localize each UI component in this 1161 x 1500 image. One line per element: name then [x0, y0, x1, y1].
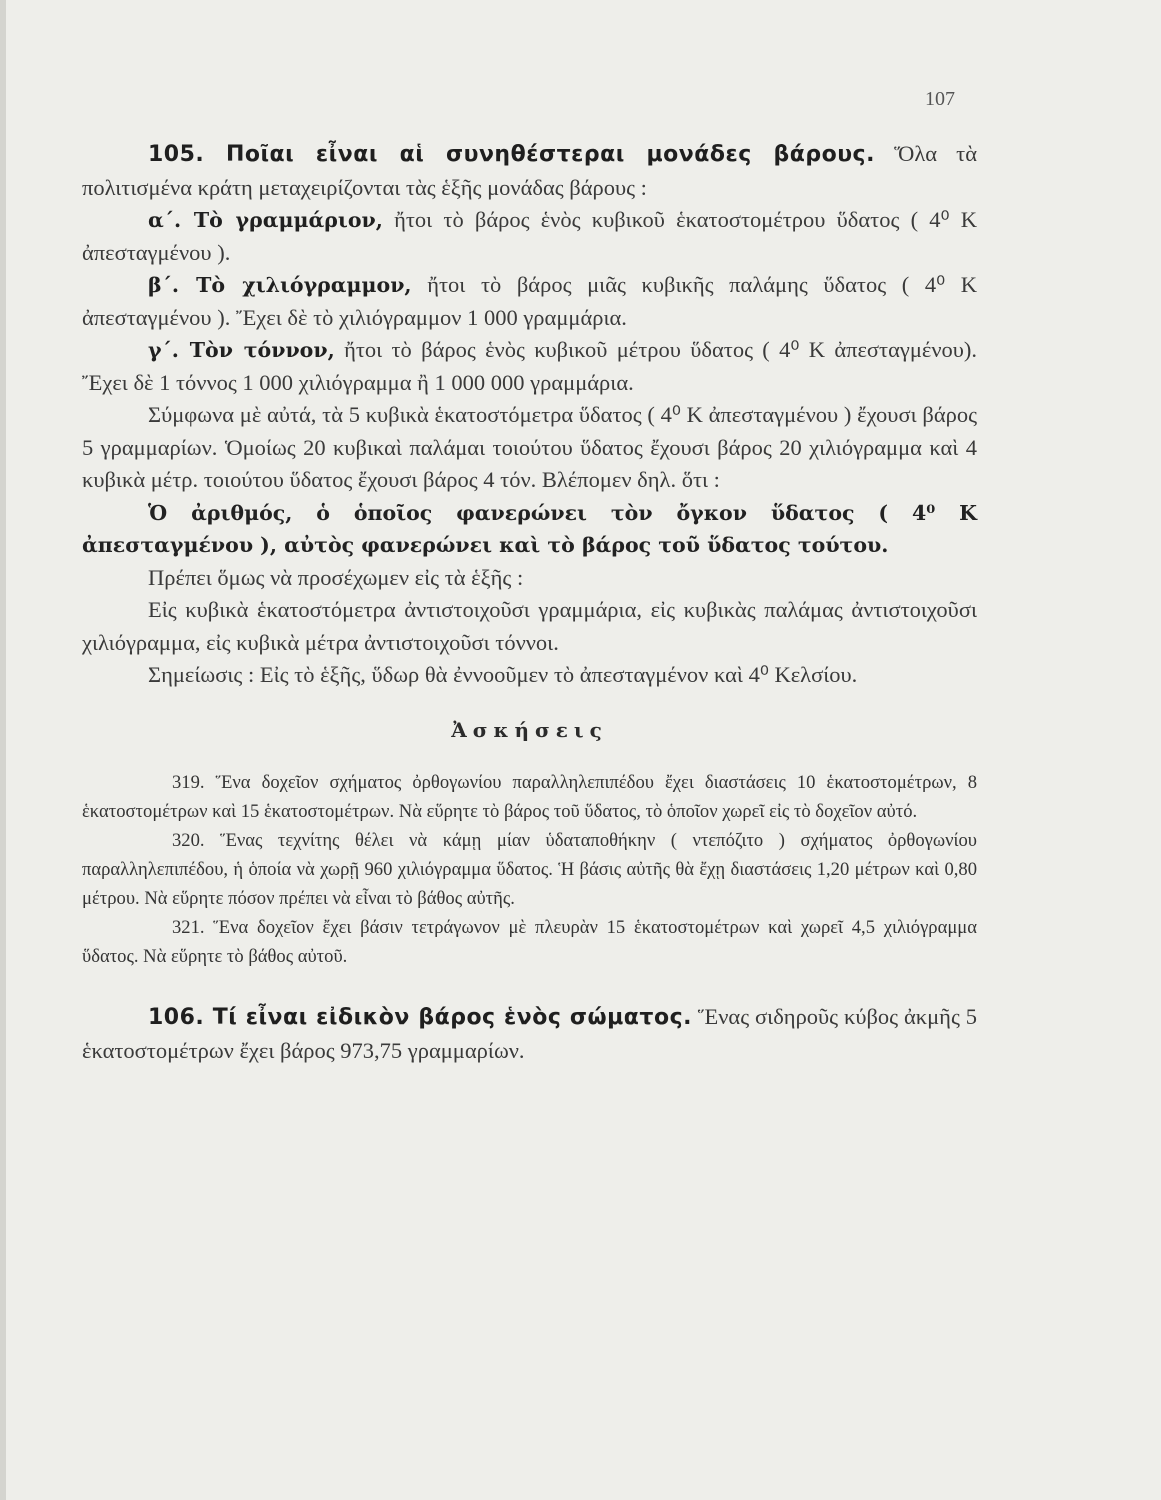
section-106-text: Ἕνας σιδηροῦς κύβος ἀκμῆς 5 ἑκατοστομέτρων ἔχει βάρος 973,75 γραμμαρίων.	[82, 1004, 978, 1063]
attention-paragraph: Πρέπει ὅμως νὰ προσέχωμεν εἰς τὰ ἑξῆς :	[148, 564, 524, 590]
exercise-item-319: 319. Ἕνα δοχεῖον σχήματος ὀρθογωνίου παραλληλεπιπέδου ἔχει διαστάσεις 10 ἑκατοστομέτρων, 8 ἑκατοστομέτρων καὶ 15 ἑκατοστομέτρων. Νὰ εὕρητε τὸ βάρος τοῦ ὕδατος, τὸ ὁποῖον χωρεῖ εἰς τὸ δοχεῖον αὐτό.	[82, 772, 977, 822]
correspondence-paragraph: Εἰς κυβικὰ ἑκατοστόμετρα ἀντιστοιχοῦσι γραμμάρια, εἰς κυβικὰς παλάμας ἀντιστοιχοῦσι χιλιόγραμμα, εἰς κυβικὰ μέτρα ἀντιστοιχοῦσι τόννοι.	[82, 597, 977, 655]
section-105-intro-text: Ὅλα τὰ πολιτισμένα κράτη μεταχειρίζονται τὰς ἑξῆς μονάδας βάρους :	[82, 141, 977, 200]
exercises-title: Ἀσκήσεις	[451, 717, 608, 742]
unit-kilogram-paragraph	[82, 269, 977, 334]
unit-gram-paragraph	[82, 204, 977, 269]
page-spine-shadow	[0, 0, 6, 1500]
exercise-item-320: 320. Ἕνας τεχνίτης θέλει νὰ κάμῃ μίαν ὑδαταποθήκην ( ντεπόζιτο ) σχήματος ὀρθογωνίου παραλληλεπιπέδου, ἡ ὁποία νὰ χωρῇ 960 χιλιόγραμμα ὕδατος. Ἡ βάσις αὐτῆς θὰ ἔχῃ διαστάσεις 1,20 μέτρων καὶ 0,80 μέτρου. Νὰ εὕρητε πόσον πρέπει νὰ εἶναι τὸ βάθος αὐτῆς.	[82, 830, 977, 909]
volume-weight-paragraph: Σύμφωνα μὲ αὐτά, τὰ 5 κυβικὰ ἑκατοστόμετρα ὕδατος ( 4⁰ Κ ἀπεσταγμένου ) ἔχουσι βάρος 5 γραμμαρίων. Ὁμοίως 20 κυβικαὶ παλάμαι τοιούτου ὕδατος ἔχουσι βάρος 20 χιλιόγραμμα καὶ 4 κυβικὰ μέτρ. τοιούτου ὕδατος ἔχουσι βάρος 4 τόν. Βλέπομεν δηλ. ὅτι :	[82, 402, 977, 492]
page-body	[82, 138, 977, 1067]
section-105-intro	[82, 138, 977, 204]
unit-ton-term: γ΄. Τὸν τόννον,	[148, 338, 335, 362]
exercise-item-321: 321. Ἕνα δοχεῖον ἔχει βάσιν τετράγωνον μὲ πλευρὰν 15 ἑκατοστομέτρων καὶ χωρεῖ 4,5 χιλιόγραμμα ὕδατος. Νὰ εὕρητε τὸ βάθος αὐτοῦ.	[82, 917, 977, 967]
unit-kilogram-text: ἤτοι τὸ βάρος μιᾶς κυβικῆς παλάμης ὕδατος ( 4⁰ Κ ἀπεσταγμένου ). Ἔχει δὲ τὸ χιλιόγραμμον 1 000 γραμμάρια.	[82, 272, 978, 330]
unit-gram-term: α΄. Τὸ γραμμάριον,	[148, 208, 383, 232]
note-paragraph: Σημείωσις : Εἰς τὸ ἑξῆς, ὕδωρ θὰ ἐννοοῦμεν τὸ ἀπεσταγμένον καὶ 4⁰ Κελσίου.	[148, 662, 858, 687]
section-105-heading: 105. Ποῖαι εἶναι αἱ συνηθέστεραι μονάδες βάρους.	[148, 142, 875, 167]
section-106-heading: 106. Τί εἶναι εἰδικὸν βάρος ἑνὸς σώματος.	[148, 1005, 692, 1030]
unit-ton-text: ἤτοι τὸ βάρος ἑνὸς κυβικοῦ μέτρου ὕδατος ( 4⁰ Κ ἀπεσταγμένου). Ἔχει δὲ 1 τόννος 1 000 χιλιόγραμμα ἢ 1 000 000 γραμμάρια.	[82, 337, 978, 395]
exercises-list	[82, 768, 977, 971]
unit-ton-paragraph	[82, 334, 977, 399]
section-106-paragraph	[82, 1001, 977, 1067]
unit-kilogram-term: β΄. Τὸ χιλιόγραμμον,	[148, 273, 412, 297]
volume-weight-rule: Ὁ ἀριθμός, ὁ ὁποῖος φανερώνει τὸν ὄγκον ὕδατος ( 4⁰ Κ ἀπεσταγμένου ), αὐτὸς φανερώνει καὶ τὸ βάρος τοῦ ὕδατος τούτου.	[82, 500, 977, 557]
unit-gram-text: ἤτοι τὸ βάρος ἑνὸς κυβικοῦ ἑκατοστομέτρου ὕδατος ( 4⁰ Κ ἀπεσταγμένου ).	[82, 207, 978, 265]
page-number: 107	[925, 88, 955, 110]
